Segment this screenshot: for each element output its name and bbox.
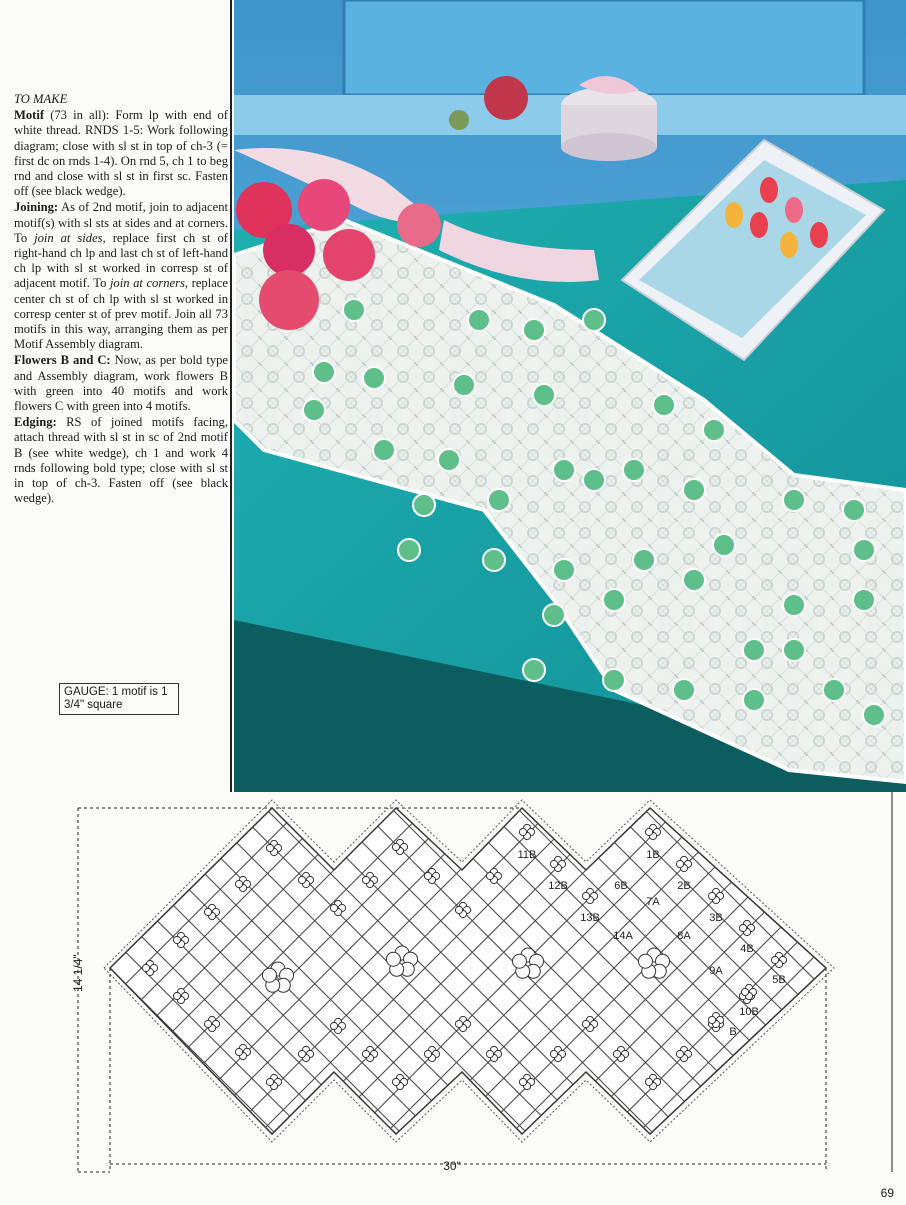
label-2B: 2B	[677, 880, 690, 892]
tulip	[750, 212, 768, 238]
label-5B: 5B	[772, 974, 785, 986]
rose-bud	[449, 110, 469, 130]
motif-assembly-diagram	[0, 792, 906, 1200]
tulip	[785, 197, 803, 223]
green-flower	[343, 299, 365, 321]
green-flower	[783, 489, 805, 511]
tulip	[780, 232, 798, 258]
green-flower	[543, 604, 565, 626]
joining-paragraph	[14, 200, 228, 352]
label-B: B	[729, 1026, 736, 1038]
joining-italic-2: join at corners	[110, 276, 185, 290]
edging-label: Edging:	[14, 415, 57, 429]
width-dimension-label: 30"	[443, 1159, 461, 1173]
tulip	[810, 222, 828, 248]
green-flower	[713, 534, 735, 556]
runner-photo	[234, 0, 906, 792]
label-1B: 1B	[646, 849, 659, 861]
green-flower	[468, 309, 490, 331]
green-flower	[413, 494, 435, 516]
photo-illustration	[234, 0, 906, 792]
green-flower	[823, 679, 845, 701]
green-flower	[523, 319, 545, 341]
height-dimension-label: 14 1/4"	[71, 954, 85, 992]
motif-grid	[0, 792, 906, 1200]
gauge-box: GAUGE: 1 motif is 1 3/4" square	[59, 683, 179, 715]
green-flower	[633, 549, 655, 571]
green-flower	[553, 559, 575, 581]
green-flower	[843, 499, 865, 521]
motif-paragraph	[14, 108, 228, 199]
label-3B: 3B	[709, 912, 722, 924]
green-flower	[363, 367, 385, 389]
green-flower	[303, 399, 325, 421]
green-flower	[863, 704, 885, 726]
tulip	[760, 177, 778, 203]
bouquet-rose	[259, 270, 319, 330]
assembly-drawing	[0, 792, 906, 1200]
label-13B: 13B	[580, 912, 600, 924]
label-8A: 8A	[677, 930, 691, 942]
label-9A: 9A	[709, 965, 723, 977]
green-flower	[488, 489, 510, 511]
green-flower	[583, 469, 605, 491]
section-title: TO MAKE	[14, 92, 67, 106]
flowers-paragraph	[14, 353, 228, 414]
green-flower	[603, 589, 625, 611]
instructions-column	[14, 92, 228, 507]
page-number: 69	[881, 1186, 894, 1200]
green-flower	[683, 479, 705, 501]
green-flower	[743, 639, 765, 661]
green-flower	[673, 679, 695, 701]
sill-rose	[484, 76, 528, 120]
green-flower	[853, 539, 875, 561]
green-flower	[373, 439, 395, 461]
green-flower	[483, 549, 505, 571]
label-12B: 12B	[548, 880, 568, 892]
bouquet-rose	[397, 203, 441, 247]
joining-text-3: , replace center ch st of ch lp with sl st worked in corresp center st of prev motif. Join all 73 motifs in this way, arranging them as per Motif Assembly diagram.	[14, 276, 228, 351]
label-11B: 11B	[518, 849, 537, 861]
edging-paragraph	[14, 415, 228, 506]
joining-italic-1: join at sides	[34, 231, 103, 245]
green-flower	[683, 569, 705, 591]
green-flower	[438, 449, 460, 471]
motif-text: (73 in all): Form lp with end of white thread. RNDS 1-5: Work following diagram; close with sl st in top of ch-3 (= first dc on rnds 1-4). On rnd 5, ch 1 to beg rnd and close with sl st in first sc. Fasten off (see black wedge).	[14, 108, 228, 198]
bouquet-rose	[263, 224, 315, 276]
green-flower	[603, 669, 625, 691]
bouquet-rose	[298, 179, 350, 231]
joining-text-1: As of 2nd motif, join to adjacent motif(s) with sl sts at sides and at corners. To	[14, 200, 228, 244]
flowers-text: Now, as per bold type and Assembly diagram, work flowers B with green into 40 motifs and work flowers C with green into 4 motifs.	[14, 353, 228, 413]
label-10B: 10B	[739, 1006, 759, 1018]
green-flower	[553, 459, 575, 481]
green-flower	[653, 394, 675, 416]
bouquet-rose	[323, 229, 375, 281]
green-flower	[853, 589, 875, 611]
column-divider	[230, 0, 232, 792]
green-flower	[453, 374, 475, 396]
green-flower	[743, 689, 765, 711]
edging-text: RS of joined motifs facing, attach thread with sl st in sc of 2nd motif B (see white wedge), ch 1 and work 4 rnds following bold type; close with sl st in top of ch-3. Fasten off (see black wedge).	[14, 415, 228, 505]
label-7A: 7A	[646, 896, 660, 908]
green-flower	[398, 539, 420, 561]
joining-text-2: , replace first ch st of right-hand ch lp and last ch st of left-hand ch lp with sl st worked in corresp st of adjacent motif. To	[14, 231, 228, 291]
green-flower	[583, 309, 605, 331]
green-flower	[623, 459, 645, 481]
green-flower	[523, 659, 545, 681]
green-flower	[533, 384, 555, 406]
green-flower	[313, 361, 335, 383]
flowers-label: Flowers B and C:	[14, 353, 111, 367]
green-flower	[783, 594, 805, 616]
label-4B: 4B	[740, 943, 753, 955]
tulip	[725, 202, 743, 228]
green-flower	[783, 639, 805, 661]
motif-label: Motif	[14, 108, 44, 122]
label-6B: 6B	[614, 880, 627, 892]
joining-label: Joining:	[14, 200, 58, 214]
jewelry-box-base	[561, 133, 657, 161]
green-flower	[703, 419, 725, 441]
label-14A: 14A	[613, 930, 633, 942]
